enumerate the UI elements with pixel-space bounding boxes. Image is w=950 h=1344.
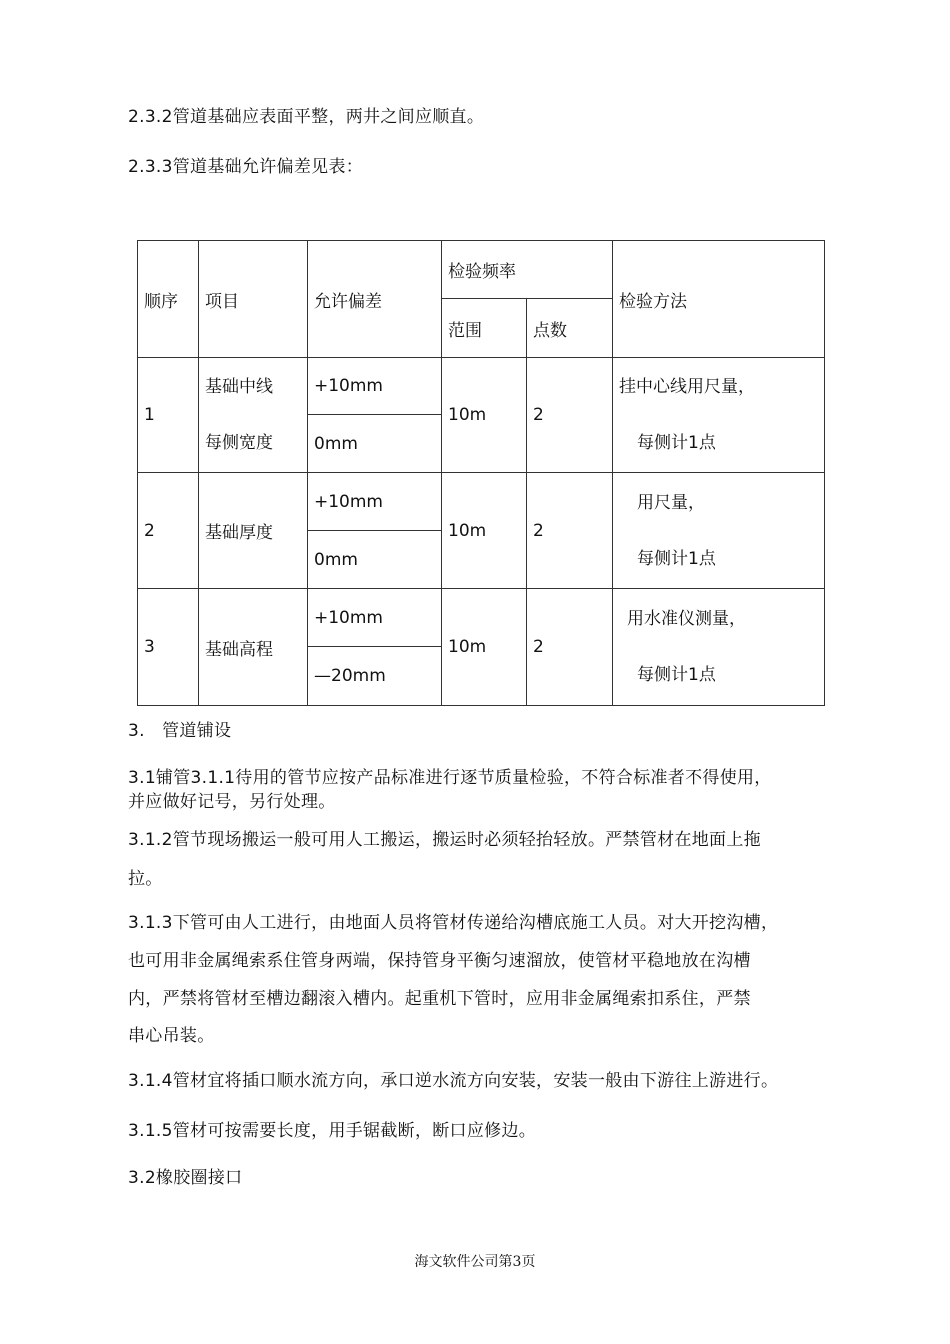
paragraph-3-1-3-line: 也可用非金属绳索系住管身两端，保持管身平衡匀速溜放，使管材平稳地放在沟槽 — [128, 951, 751, 971]
row-item: 基础厚度 — [199, 473, 308, 589]
deviation-table — [137, 240, 825, 706]
header-deviation: 允许偏差 — [308, 241, 442, 358]
row-points: 2 — [527, 589, 613, 706]
row-method-line: 挂中心线用尺量， — [619, 377, 755, 397]
row-item — [199, 358, 308, 473]
row-points: 2 — [527, 358, 613, 473]
row-item: 基础高程 — [199, 589, 308, 706]
paragraph-3-1-3-line: 串心吊装。 — [128, 1026, 215, 1046]
paragraph-3-1-3-line: 3.1.3下管可由人工进行，由地面人员将管材传递给沟槽底施工人员。对大开挖沟槽， — [128, 913, 779, 933]
row-range: 10m — [442, 589, 527, 706]
row-method-line: 每侧计1点 — [637, 433, 716, 453]
row-deviation-upper: +10mm — [308, 473, 442, 531]
header-method: 检验方法 — [613, 241, 825, 358]
row-method-line: 每侧计1点 — [637, 665, 716, 685]
row-deviation-lower: 0mm — [308, 531, 442, 589]
row-method-line: 用尺量， — [637, 492, 705, 513]
row-item-line: 每侧宽度 — [205, 433, 273, 453]
paragraph-3-1-5: 3.1.5管材可按需要长度，用手锯截断，断口应修边。 — [128, 1121, 537, 1141]
section-3-title: 3. 管道铺设 — [128, 721, 232, 741]
row-deviation-lower: —20mm — [308, 647, 442, 706]
section-2-3-3: 2.3.3管道基础允许偏差见表： — [128, 157, 364, 177]
paragraph-3-1-3-line: 内，严禁将管材至槽边翻滚入槽内。起重机下管时，应用非金属绳索扣系住，严禁 — [128, 989, 751, 1009]
row-deviation-upper: +10mm — [308, 589, 442, 647]
row-seq: 3 — [138, 589, 199, 706]
paragraph-3-1-line: 3.1铺管3.1.1待用的管节应按产品标准进行逐节质量检验，不符合标准者不得使用， — [128, 768, 772, 788]
paragraph-3-1-2-line: 3.1.2管节现场搬运一般可用人工搬运，搬运时必须轻抬轻放。严禁管材在地面上拖 — [128, 830, 761, 850]
row-seq: 2 — [138, 473, 199, 589]
paragraph-3-1-2-line: 拉。 — [128, 869, 163, 889]
header-range: 范围 — [442, 299, 527, 358]
row-method — [613, 358, 825, 473]
table-row — [138, 589, 825, 647]
header-item: 项目 — [199, 241, 308, 358]
row-method — [613, 473, 825, 589]
header-points: 点数 — [527, 299, 613, 358]
row-method — [613, 589, 825, 706]
page-footer: 海文软件公司第3页 — [414, 1254, 536, 1270]
row-method-line: 每侧计1点 — [637, 548, 716, 569]
row-range: 10m — [442, 358, 527, 473]
header-seq: 顺序 — [138, 241, 199, 358]
table-row — [138, 473, 825, 531]
row-deviation-lower: 0mm — [308, 415, 442, 473]
paragraph-3-1-4: 3.1.4管材宜将插口顺水流方向，承口逆水流方向安装，安装一般由下游往上游进行。 — [128, 1071, 779, 1091]
row-deviation-upper: +10mm — [308, 358, 442, 415]
row-range: 10m — [442, 473, 527, 589]
section-3-2-title: 3.2橡胶圈接口 — [128, 1168, 243, 1188]
row-points: 2 — [527, 473, 613, 589]
section-2-3-2: 2.3.2管道基础应表面平整，两井之间应顺直。 — [128, 107, 485, 127]
header-frequency: 检验频率 — [442, 241, 613, 299]
row-method-line: 用水准仪测量， — [627, 609, 746, 629]
table-row — [138, 358, 825, 415]
row-item-line: 基础中线 — [205, 377, 273, 397]
paragraph-3-1-line: 并应做好记号，另行处理。 — [128, 792, 336, 812]
row-seq: 1 — [138, 358, 199, 473]
